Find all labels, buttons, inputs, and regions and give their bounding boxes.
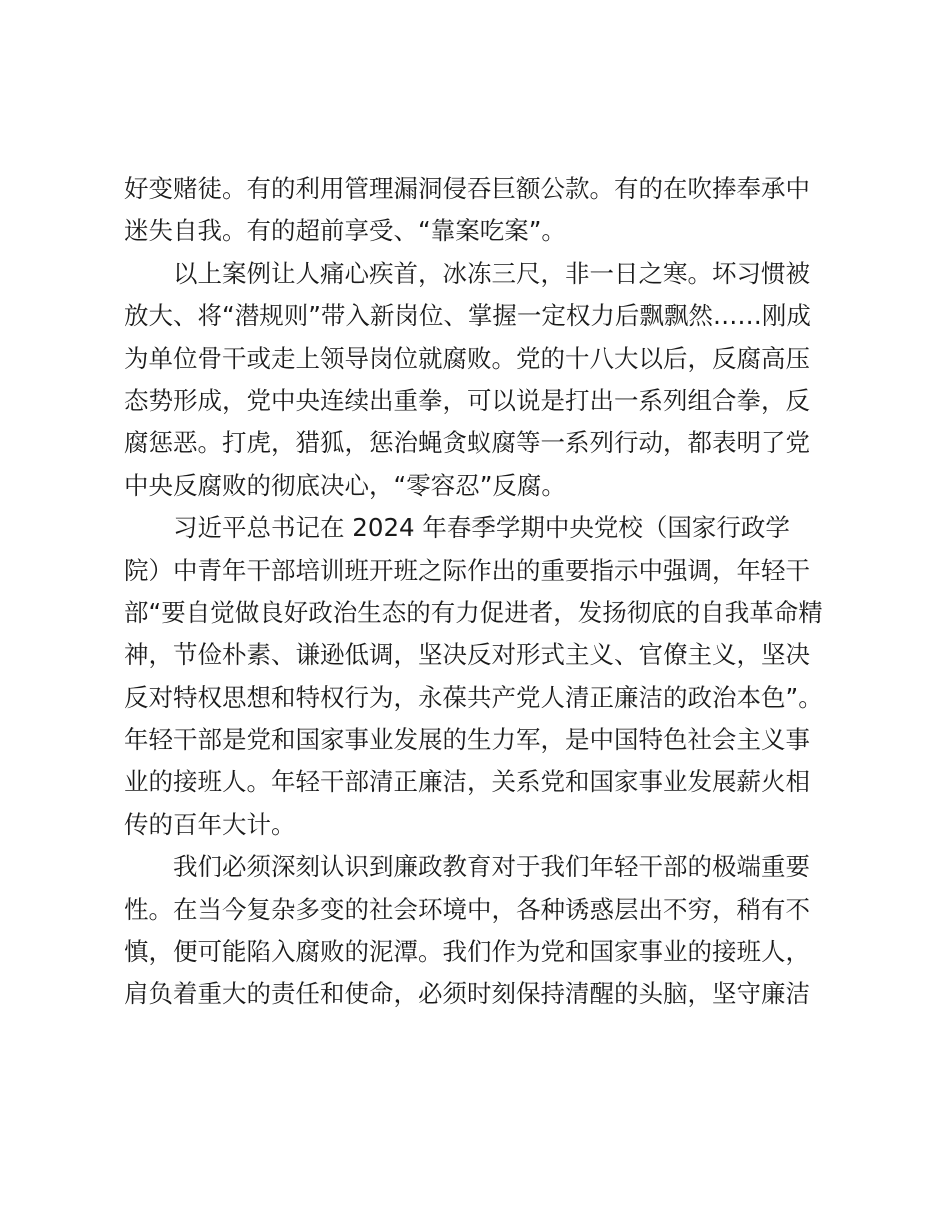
paragraph-1-line-2: 迷失自我。有的超前享受、“靠案吃案”。	[124, 216, 566, 246]
paragraph-4-line-1: 我们必须深刻认识到廉政教育对于我们年轻干部的极端重要	[173, 852, 810, 882]
paragraph-2-line-2: 放大、将“潜规则”带入新岗位、掌握一定权力后飘飘然……刚成	[124, 301, 811, 331]
paragraph-3-line-6: 年轻干部是党和国家事业发展的生力军，是中国特色社会主义事	[124, 725, 810, 755]
paragraph-2-line-5: 腐惩恶。打虎，猎狐，惩治蝇贪蚁腐等一系列行动，都表明了党	[124, 428, 810, 458]
paragraph-3-line-2: 院）中青年干部培训班开班之际作出的重要指示中强调，年轻干	[124, 555, 810, 585]
paragraph-3-line-5: 反对特权思想和特权行为，永葆共产党人清正廉洁的政治本色”。	[124, 682, 823, 712]
body-text	[124, 168, 844, 1016]
paragraph-2-line-1: 以上案例让人痛心疾首，冰冻三尺，非一日之寒。坏习惯被	[173, 258, 810, 288]
paragraph-3-line-4: 神，节俭朴素、谦逊低调，坚决反对形式主义、官僚主义，坚决	[124, 640, 810, 670]
paragraph-4-line-3: 慎，便可能陷入腐败的泥潭。我们作为党和国家事业的接班人，	[124, 937, 810, 967]
paragraph-3-line-1: 习近平总书记在 2024 年春季学期中央党校（国家行政学	[173, 513, 790, 543]
paragraph-4-line-4: 肩负着重大的责任和使命，必须时刻保持清醒的头脑，坚守廉洁	[124, 979, 810, 1009]
paragraph-4-line-2: 性。在当今复杂多变的社会环境中，各种诱惑层出不穷，稍有不	[124, 894, 810, 924]
paragraph-2-line-6: 中央反腐败的彻底决心，“零容忍”反腐。	[124, 470, 566, 500]
paragraph-2-line-4: 态势形成，党中央连续出重拳，可以说是打出一系列组合拳，反	[124, 385, 810, 415]
paragraph-3-line-7: 业的接班人。年轻干部清正廉洁，关系党和国家事业发展薪火相	[124, 767, 810, 797]
paragraph-3-line-3: 部“要自觉做良好政治生态的有力促进者，发扬彻底的自我革命精	[124, 597, 823, 627]
paragraph-2-line-3: 为单位骨干或走上领导岗位就腐败。党的十八大以后，反腐高压	[124, 343, 810, 373]
paragraph-1-line-1: 好变赌徒。有的利用管理漏洞侵吞巨额公款。有的在吹捧奉承中	[124, 174, 810, 203]
paragraph-3-line-8: 传的百年大计。	[124, 809, 296, 839]
